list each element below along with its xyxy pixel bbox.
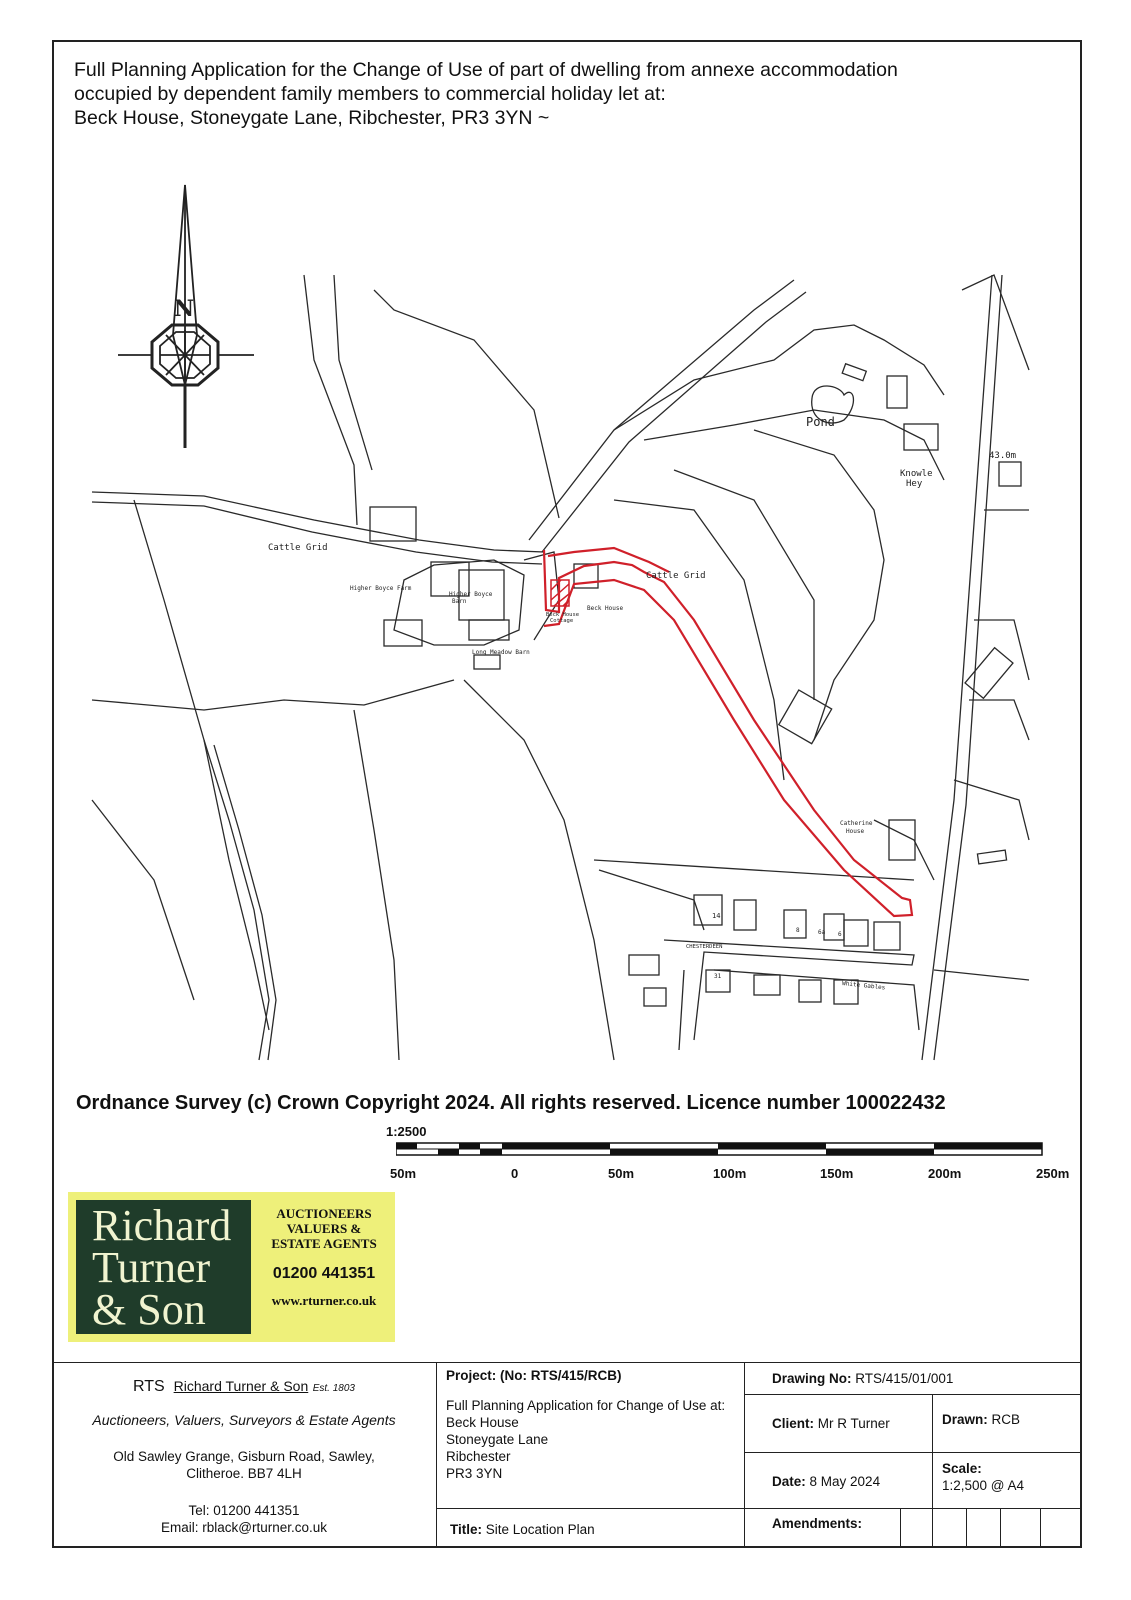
label-cattle-grid-west: Cattle Grid	[268, 543, 328, 553]
project-line-1: Full Planning Application for Change of Use at:	[446, 1398, 726, 1413]
company-email: Email: rblack@rturner.co.uk	[160, 1520, 327, 1535]
logo-website: www.rturner.co.uk	[271, 1293, 377, 1308]
site-location-map	[54, 180, 1054, 1080]
label-house-8: 8	[796, 927, 800, 934]
map-buildings	[370, 364, 1021, 1006]
scale-label: Scale:	[942, 1461, 982, 1476]
label-house-14: 14	[712, 912, 721, 920]
client-label: Client:	[772, 1416, 814, 1431]
label-catherine-house-1: Catherine	[840, 820, 873, 827]
label-pond: Pond	[806, 415, 835, 429]
drawing-date	[772, 1474, 880, 1489]
label-house-6: 6	[838, 931, 842, 938]
drawing-scale	[942, 1460, 1024, 1494]
title-line-1: Full Planning Application for the Change of Use of part of dwelling from annexe accommodation	[74, 59, 898, 81]
label-higher-boyce-farm: Higher Boyce Farm	[350, 585, 412, 592]
scale-label-minus50: 50m	[390, 1166, 417, 1181]
logo-service-1: AUCTIONEERS	[276, 1206, 372, 1221]
scale-label-50: 50m	[608, 1166, 635, 1181]
project-line-4: Ribchester	[446, 1449, 511, 1464]
label-higher-boyce-barn-2: Barn	[452, 598, 467, 605]
logo-name-line-3: & Son	[92, 1285, 206, 1334]
scale-label-100: 100m	[713, 1166, 747, 1181]
label-higher-boyce-barn-1: Higher Boyce	[449, 591, 493, 598]
client-value: Mr R Turner	[817, 1416, 890, 1431]
scale-value: 1:2,500 @ A4	[942, 1478, 1025, 1493]
label-beck-house: Beck House	[587, 605, 624, 612]
drawing-number-value: RTS/415/01/001	[855, 1371, 954, 1386]
title-line-2: occupied by dependent family members to commercial holiday let at:	[74, 83, 666, 105]
scale-ratio: 1:2500	[386, 1124, 427, 1139]
scale-bar	[396, 1142, 1044, 1156]
label-beck-house-cottage-2: Cottage	[550, 618, 574, 624]
client	[772, 1416, 890, 1431]
drawing-title-value: Site Location Plan	[485, 1522, 595, 1537]
drawn-value: RCB	[991, 1412, 1021, 1427]
label-spot-height: 43.0m	[989, 451, 1017, 461]
logo-phone: 01200 441351	[272, 1265, 376, 1282]
drawing-title	[450, 1522, 595, 1537]
label-catherine-house-2: House	[846, 828, 865, 835]
scale-label-250: 250m	[1036, 1166, 1070, 1181]
label-knowle-hey-2: Hey	[906, 479, 923, 489]
logo-name-panel	[76, 1200, 251, 1334]
project-label: Project: (No: RTS/415/RCB)	[446, 1368, 622, 1383]
logo-service-3: ESTATE AGENTS	[271, 1236, 377, 1251]
company-prefix: RTS	[133, 1378, 165, 1395]
company-address-1: Old Sawley Grange, Gisburn Road, Sawley,	[113, 1449, 375, 1464]
company-tel: Tel: 01200 441351	[188, 1503, 300, 1518]
company-heading	[58, 1378, 430, 1396]
label-white-gables: White Gables	[841, 980, 886, 992]
scale-label-200: 200m	[928, 1166, 962, 1181]
company-established: Est. 1803	[312, 1383, 355, 1394]
logo-name-line-1: Richard	[92, 1201, 232, 1250]
project-line-3: Stoneygate Lane	[446, 1432, 549, 1447]
page-title	[74, 58, 1064, 130]
drawing-title-label: Title:	[450, 1522, 483, 1537]
drawn-label: Drawn:	[942, 1412, 988, 1427]
scale-label-0: 0	[511, 1166, 519, 1181]
logo-service-2: VALUERS &	[286, 1221, 362, 1236]
label-house-31: 31	[714, 973, 722, 980]
label-beck-house-cottage-1: Beck House	[546, 612, 580, 618]
company-logo	[68, 1192, 395, 1342]
company-address-2: Clitheroe. BB7 4LH	[186, 1466, 302, 1481]
copyright-notice: Ordnance Survey (c) Crown Copyright 2024. All rights reserved. Licence number 100022432	[76, 1092, 946, 1114]
north-letter: N	[174, 296, 195, 322]
amendments-label: Amendments:	[772, 1516, 863, 1531]
drawing-number	[772, 1371, 953, 1386]
map-labels	[268, 415, 1016, 992]
company-tagline: Auctioneers, Valuers, Surveyors & Estate Agents	[92, 1412, 396, 1428]
date-label: Date:	[772, 1474, 806, 1489]
drawing-number-label: Drawing No:	[772, 1371, 852, 1386]
logo-name-line-2: Turner	[92, 1243, 211, 1292]
logo-details	[256, 1206, 392, 1309]
company-name: Richard Turner & Son	[173, 1378, 309, 1394]
project-line-2: Beck House	[446, 1415, 519, 1430]
label-house-6a: 6a	[818, 929, 826, 936]
label-cattle-grid-east: Cattle Grid	[646, 571, 706, 581]
date-value: 8 May 2024	[809, 1474, 881, 1489]
label-chesterdeen: CHESTERDEEN	[686, 944, 723, 950]
title-line-3: Beck House, Stoneygate Lane, Ribchester, PR3 3YN ~	[74, 107, 550, 129]
label-long-meadow-barn: Long Meadow Barn	[472, 649, 530, 656]
map-linework	[92, 275, 1029, 1060]
scale-label-150: 150m	[820, 1166, 854, 1181]
drawn-by	[942, 1412, 1020, 1427]
label-knowle-hey-1: Knowle	[900, 469, 933, 479]
project-line-5: PR3 3YN	[446, 1466, 503, 1481]
